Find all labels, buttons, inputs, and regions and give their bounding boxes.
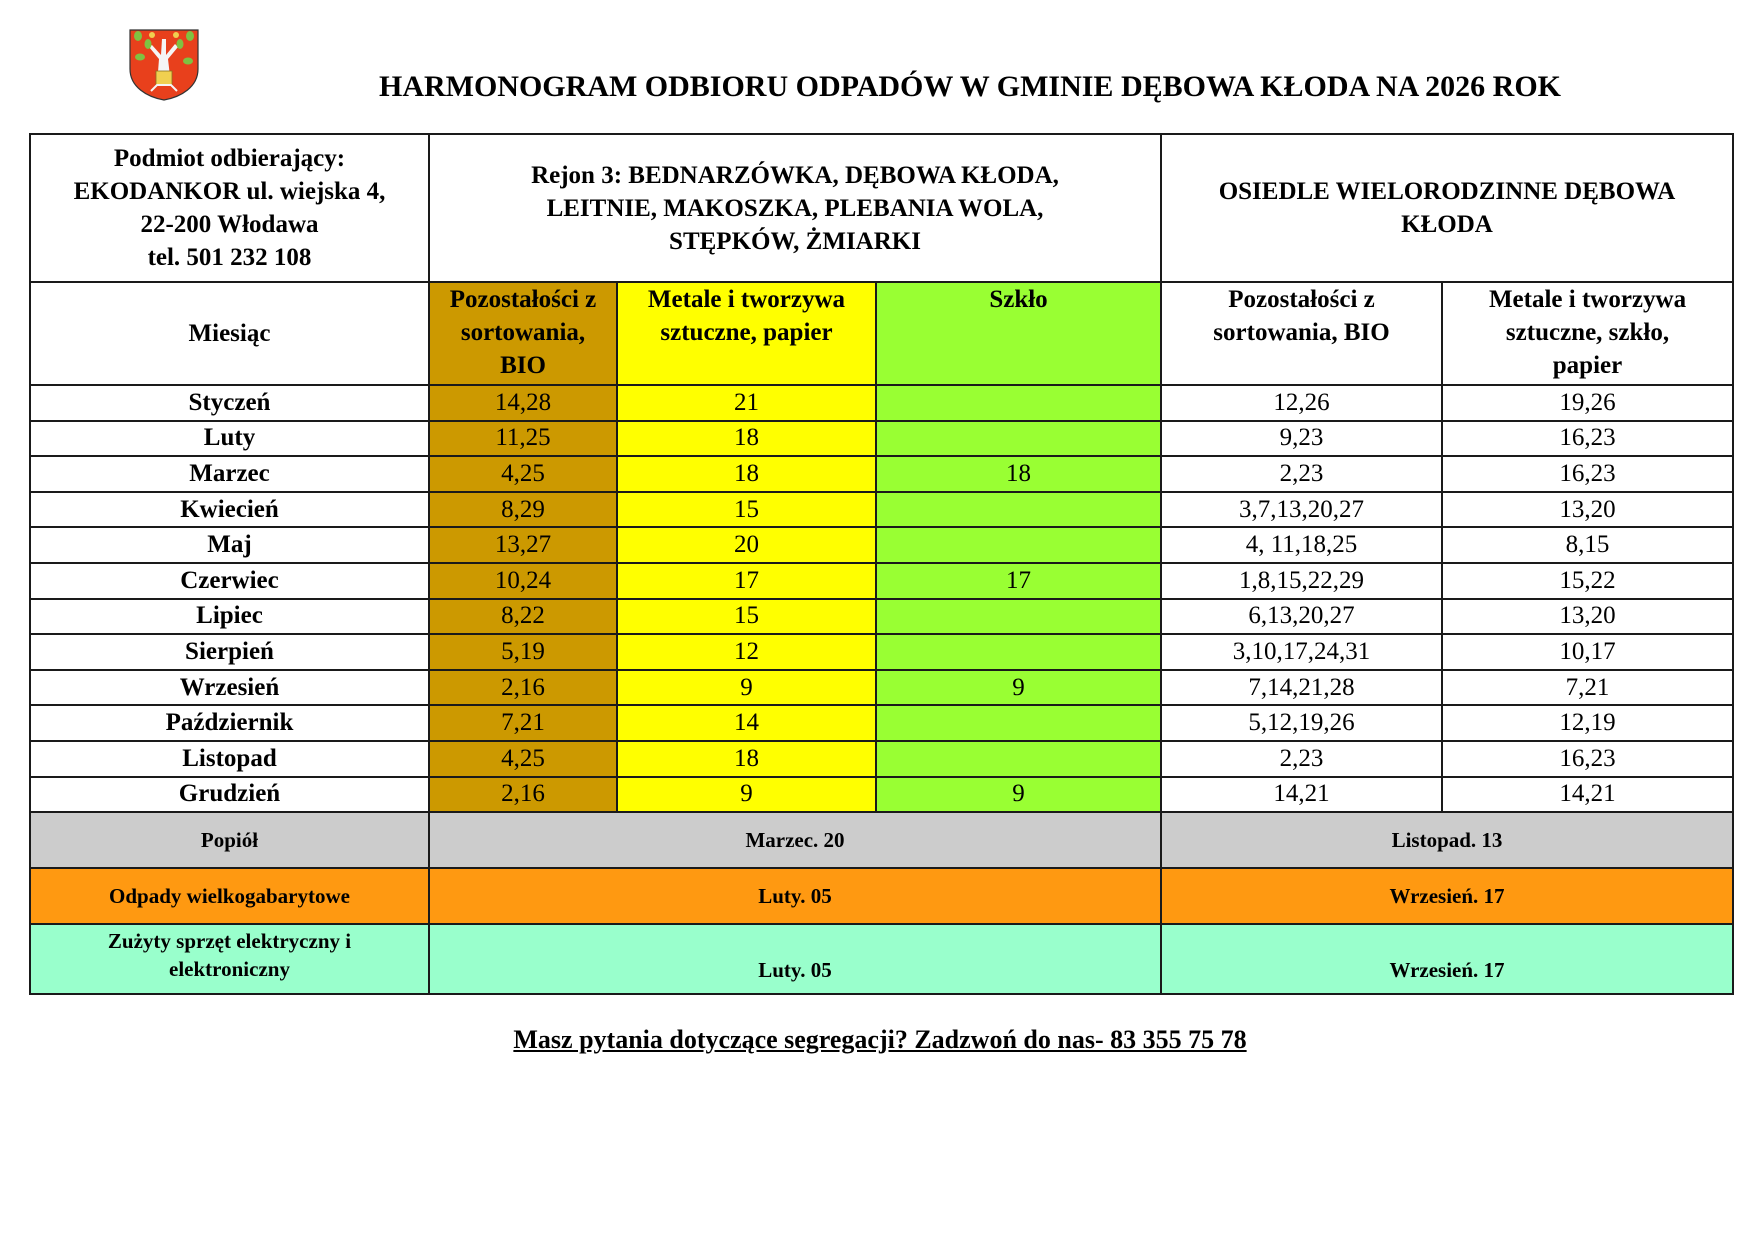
table-row xyxy=(30,456,1733,492)
header-row xyxy=(30,134,1733,282)
table-row xyxy=(30,705,1733,741)
region-bio-cell: 2,16 xyxy=(429,777,617,813)
region-glass-cell: 18 xyxy=(876,456,1161,492)
bulky-waste-row xyxy=(30,868,1733,924)
region-bio-cell: 14,28 xyxy=(429,385,617,421)
collector-line: EKODANKOR ul. wiejska 4, xyxy=(73,178,386,205)
region-bio-cell: 11,25 xyxy=(429,421,617,457)
table-row xyxy=(30,741,1733,777)
region-glass-cell: 9 xyxy=(876,670,1161,706)
estate-metal-cell: 16,23 xyxy=(1442,741,1733,777)
region-header xyxy=(429,134,1161,282)
header-line: Metale i tworzywa xyxy=(1488,286,1687,313)
month-cell: Luty xyxy=(30,421,429,457)
month-cell: Listopad xyxy=(30,741,429,777)
region-metal-cell: 20 xyxy=(617,527,876,563)
region-line: Rejon 3: BEDNARZÓWKA, DĘBOWA KŁODA, xyxy=(531,161,1059,189)
estate-bio-cell: 1,8,15,22,29 xyxy=(1161,563,1442,599)
estate-bio-cell: 3,7,13,20,27 xyxy=(1161,492,1442,528)
region-metal-header xyxy=(617,282,876,385)
region-bio-cell: 4,25 xyxy=(429,741,617,777)
collector-line: Podmiot odbierający: xyxy=(113,145,346,172)
region-glass-cell: 9 xyxy=(876,777,1161,813)
region-metal-cell: 15 xyxy=(617,599,876,635)
region-bio-header xyxy=(429,282,617,385)
estate-metal-cell: 7,21 xyxy=(1442,670,1733,706)
month-cell: Lipiec xyxy=(30,599,429,635)
region-glass-header: Szkło xyxy=(876,282,1161,385)
estate-metal-cell: 10,17 xyxy=(1442,634,1733,670)
region-bio-cell: 7,21 xyxy=(429,705,617,741)
region-metal-cell: 18 xyxy=(617,456,876,492)
region-metal-cell: 12 xyxy=(617,634,876,670)
page-title xyxy=(0,70,1755,104)
region-metal-cell: 9 xyxy=(617,777,876,813)
collector-phone: tel. 501 232 108 xyxy=(147,244,312,271)
estate-metal-cell: 16,23 xyxy=(1442,421,1733,457)
schedule-table xyxy=(29,133,1734,995)
region-line: LEITNIE, MAKOSZKA, PLEBANIA WOLA, xyxy=(546,194,1044,222)
ewaste-label-line: elektroniczny xyxy=(169,957,290,982)
estate-bio-cell: 2,23 xyxy=(1161,456,1442,492)
estate-bio-cell: 2,23 xyxy=(1161,741,1442,777)
column-header-row xyxy=(30,282,1733,385)
header-line: sortowania, BIO xyxy=(1213,319,1390,346)
table-row xyxy=(30,421,1733,457)
region-metal-cell: 18 xyxy=(617,421,876,457)
table-row xyxy=(30,492,1733,528)
region-metal-cell: 14 xyxy=(617,705,876,741)
month-cell: Styczeń xyxy=(30,385,429,421)
bulky-waste-label: Odpady wielkogabarytowe xyxy=(30,868,429,924)
table-row xyxy=(30,599,1733,635)
region-metal-cell: 9 xyxy=(617,670,876,706)
collector-info xyxy=(30,134,429,282)
ewaste-row xyxy=(30,924,1733,994)
region-glass-cell xyxy=(876,705,1161,741)
ewaste-label-line: Zużyty sprzęt elektryczny i xyxy=(107,929,352,954)
estate-metal-cell: 14,21 xyxy=(1442,777,1733,813)
region-metal-cell: 17 xyxy=(617,563,876,599)
region-bio-cell: 13,27 xyxy=(429,527,617,563)
region-metal-cell: 18 xyxy=(617,741,876,777)
month-cell: Marzec xyxy=(30,456,429,492)
estate-bio-cell: 6,13,20,27 xyxy=(1161,599,1442,635)
ewaste-label xyxy=(30,924,429,994)
table-row xyxy=(30,634,1733,670)
month-column-header: Miesiąc xyxy=(30,282,429,385)
estate-metal-cell: 13,20 xyxy=(1442,492,1733,528)
estate-metal-cell: 15,22 xyxy=(1442,563,1733,599)
region-bio-cell: 10,24 xyxy=(429,563,617,599)
estate-line: KŁODA xyxy=(1401,211,1493,238)
month-cell: Grudzień xyxy=(30,777,429,813)
table-row xyxy=(30,527,1733,563)
estate-bio-cell: 3,10,17,24,31 xyxy=(1161,634,1442,670)
collector-line: 22-200 Włodawa xyxy=(140,211,319,238)
estate-bio-cell: 9,23 xyxy=(1161,421,1442,457)
estate-bio-cell: 14,21 xyxy=(1161,777,1442,813)
region-bio-cell: 8,29 xyxy=(429,492,617,528)
estate-bio-cell: 7,14,21,28 xyxy=(1161,670,1442,706)
month-cell: Czerwiec xyxy=(30,563,429,599)
month-cell: Kwiecień xyxy=(30,492,429,528)
bulky-waste-date-region: Luty. 05 xyxy=(429,868,1161,924)
estate-metal-cell: 19,26 xyxy=(1442,385,1733,421)
region-glass-cell: 17 xyxy=(876,563,1161,599)
ewaste-date-estate: Wrzesień. 17 xyxy=(1161,924,1733,994)
region-metal-cell: 15 xyxy=(617,492,876,528)
month-cell: Październik xyxy=(30,705,429,741)
ewaste-date-region: Luty. 05 xyxy=(429,924,1161,994)
contact-footer xyxy=(0,1025,1755,1055)
ash-date-estate: Listopad. 13 xyxy=(1161,812,1733,868)
page-title-text: HARMONOGRAM ODBIORU ODPADÓW W GMINIE DĘBOWA KŁODA NA 2026 ROK xyxy=(378,70,1562,103)
region-bio-cell: 4,25 xyxy=(429,456,617,492)
table-row xyxy=(30,777,1733,813)
region-glass-cell xyxy=(876,385,1161,421)
table-row xyxy=(30,670,1733,706)
bulky-waste-date-estate: Wrzesień. 17 xyxy=(1161,868,1733,924)
region-glass-cell xyxy=(876,527,1161,563)
header-line: sztuczne, papier xyxy=(660,319,833,346)
estate-bio-cell: 5,12,19,26 xyxy=(1161,705,1442,741)
estate-metal-cell: 8,15 xyxy=(1442,527,1733,563)
month-cell: Maj xyxy=(30,527,429,563)
region-glass-cell xyxy=(876,421,1161,457)
ash-label: Popiół xyxy=(30,812,429,868)
header-line: papier xyxy=(1552,352,1623,379)
header-line: Metale i tworzywa xyxy=(647,286,846,313)
month-cell: Sierpień xyxy=(30,634,429,670)
region-metal-cell: 21 xyxy=(617,385,876,421)
estate-bio-cell: 12,26 xyxy=(1161,385,1442,421)
region-bio-cell: 5,19 xyxy=(429,634,617,670)
ash-date-region: Marzec. 20 xyxy=(429,812,1161,868)
region-glass-cell xyxy=(876,634,1161,670)
region-line: STĘPKÓW, ŻMIARKI xyxy=(669,227,921,255)
estate-metal-header xyxy=(1442,282,1733,385)
region-bio-cell: 8,22 xyxy=(429,599,617,635)
estate-metal-cell: 12,19 xyxy=(1442,705,1733,741)
estate-header xyxy=(1161,134,1733,282)
region-glass-cell xyxy=(876,741,1161,777)
estate-bio-header xyxy=(1161,282,1442,385)
month-cell: Wrzesień xyxy=(30,670,429,706)
estate-bio-cell: 4, 11,18,25 xyxy=(1161,527,1442,563)
region-bio-cell: 2,16 xyxy=(429,670,617,706)
region-glass-cell xyxy=(876,599,1161,635)
header-line: BIO xyxy=(500,352,546,379)
estate-metal-cell: 13,20 xyxy=(1442,599,1733,635)
header-line: sortowania, xyxy=(460,319,586,346)
estate-line: OSIEDLE WIELORODZINNE DĘBOWA xyxy=(1218,178,1676,205)
table-row xyxy=(30,385,1733,421)
table-row xyxy=(30,563,1733,599)
header-line: Pozostałości z xyxy=(449,286,597,313)
ash-row xyxy=(30,812,1733,868)
contact-text: Masz pytania dotyczące segregacji? Zadzwoń do nas- 83 355 75 78 xyxy=(513,1025,1247,1054)
header-line: Pozostałości z xyxy=(1228,286,1375,313)
region-glass-cell xyxy=(876,492,1161,528)
estate-metal-cell: 16,23 xyxy=(1442,456,1733,492)
header-line: sztuczne, szkło, xyxy=(1505,319,1670,346)
